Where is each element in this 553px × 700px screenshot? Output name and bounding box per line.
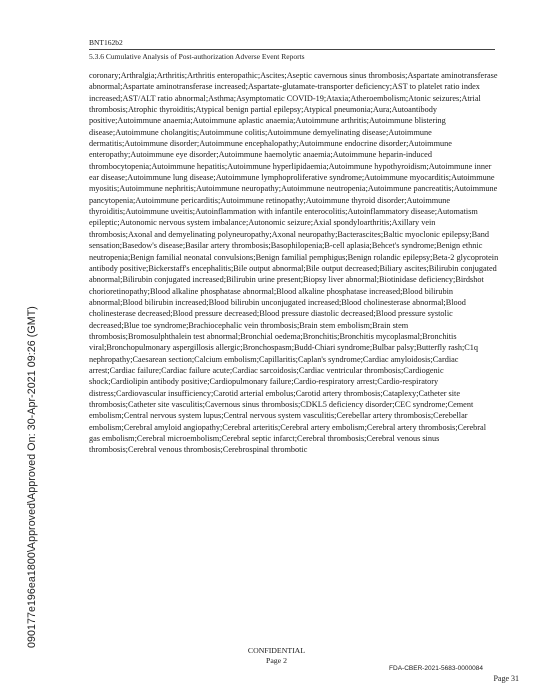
document-id: BNT162b2 xyxy=(89,38,123,47)
header-divider xyxy=(89,49,495,50)
internal-page-label: Page 2 xyxy=(265,656,287,665)
adverse-event-list: coronary;Arthralgia;Arthritis;Arthritis enteropathic;Ascites;Aseptic cavernous sinus thrombosis;Aspartate aminotransferase abnormal;Aspartate aminotransferase increased;Aspartate-glutamate-transporter deficiency;AST to platelet ratio index increased;AST/ALT ratio abnormal;Asthma;Asymptomatic COVID-19;Ataxia;Atheroembolism;Atonic seizures;Atrial thrombosis;Atrophic thyroiditis;Atypical benign partial epilepsy;Atypical pneumonia;Aura;Autoantibody positive;Autoimmune anaemia;Autoimmune aplastic anaemia;Autoimmune arthritis;Autoimmune blistering disease;Autoimmune cholangitis;Autoimmune colitis;Autoimmune demyelinating disease;Autoimmune dermatitis;Autoimmune disorder;Autoimmune encephalopathy;Autoimmune endocrine disorder;Autoimmune enteropathy;Autoimmune eye disorder;Autoimmune haemolytic anaemia;Autoimmune heparin-induced thrombocytopenia;Autoimmune hepatitis;Autoimmune hyperlipidaemia;Autoimmune hypothyroidism;Autoimmune inner ear disease;Autoimmune lung disease;Autoimmune lymphoproliferative syndrome;Autoimmune myocarditis;Autoimmune myositis;Autoimmune nephritis;Autoimmune neuropathy;Autoimmune neutropenia;Autoimmune pancreatitis;Autoimmune pancytopenia;Autoimmune pericarditis;Autoimmune retinopathy;Autoimmune thyroid disorder;Autoimmune thyroiditis;Autoimmune uveitis;Autoinflammation with infantile enterocolitis;Autoinflammatory disease;Automatism epileptic;Autonomic nervous system imbalance;Autonomic seizure;Axial spondyloarthritis;Axillary vein thrombosis;Axonal and demyelinating polyneuropathy;Axonal neuropathy;Bacterascites;Baltic myoclonic epilepsy;Band sensation;Basedow's disease;Basilar artery thrombosis;Basophilopenia;B-cell aplasia;Behcet's syndrome;Benign ethnic neutropenia;Benign familial neonatal convulsions;Benign familial pemphigus;Benign rolandic epilepsy;Beta-2 glycoprotein antibody positive;Bickerstaff's encephalitis;Bile output abnormal;Bile output decreased;Biliary ascites;Bilirubin conjugated abnormal;Bilirubin conjugated increased;Bilirubin urine present;Biopsy liver abnormal;Biotinidase deficiency;Birdshot chorioretinopathy;Blood alkaline phosphatase abnormal;Blood alkaline phosphatase increased;Blood bilirubin abnormal;Blood bilirubin increased;Blood bilirubin unconjugated increased;Blood cholinesterase abnormal;Blood cholinesterase decreased;Blood pressure decreased;Blood pressure diastolic decreased;Blood pressure systolic decreased;Blue toe syndrome;Brachiocephalic vein thrombosis;Brain stem embolism;Brain stem thrombosis;Bromosulphthalein test abnormal;Bronchial oedema;Bronchitis;Bronchitis mycoplasmal;Bronchitis viral;Bronchopulmonary aspergillosis allergic;Bronchospasm;Budd-Chiari syndrome;Bulbar palsy;Butterfly rash;C1q nephropathy;Caesarean section;Calcium embolism;Capillaritis;Caplan's syndrome;Cardiac amyloidosis;Cardiac arrest;Cardiac failure;Cardiac failure acute;Cardiac sarcoidosis;Cardiac ventricular thrombosis;Cardiogenic shock;Cardiolipin antibody positive;Cardiopulmonary failure;Cardio-respiratory arrest;Cardio-respiratory distress;Cardiovascular insufficiency;Carotid arterial embolus;Carotid artery thrombosis;Cataplexy;Catheter site thrombosis;Catheter site vasculitis;Cavernous sinus thrombosis;CDKL5 deficiency disorder;CEC syndrome;Cement embolism;Central nervous system lupus;Central nervous system vasculitis;Cerebellar artery thrombosis;Cerebellar embolism;Cerebral amyloid angiopathy;Cerebral arteritis;Cerebral artery embolism;Cerebral artery thrombosis;Cerebral gas embolism;Cerebral microembolism;Cerebral septic infarct;Cerebral thrombosis;Cerebral venous sinus thrombosis;Cerebral venous thrombosis;Cerebrospinal thrombotic xyxy=(89,71,499,455)
confidential-label: CONFIDENTIAL xyxy=(247,646,306,655)
page-number: Page 31 xyxy=(493,674,519,683)
fda-bates-number: FDA-CBER-2021-5683-0000084 xyxy=(389,665,483,672)
section-title: 5.3.6 Cumulative Analysis of Post-authorization Adverse Event Reports xyxy=(89,52,305,61)
approval-stamp: 090177e196ea1800\Approved\Approved On: 30-Apr-2021 09:26 (GMT) xyxy=(26,306,38,648)
